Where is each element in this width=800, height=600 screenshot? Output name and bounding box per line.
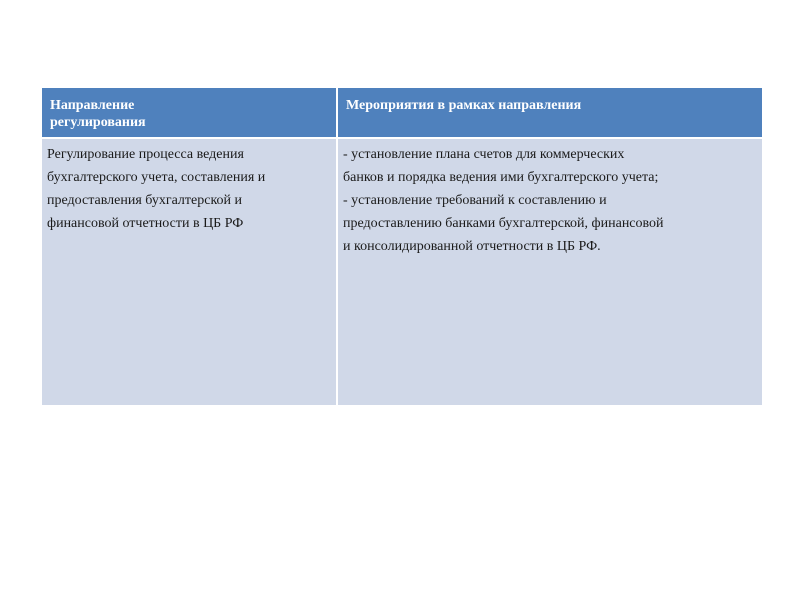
table-row bbox=[41, 138, 763, 406]
cell-measures bbox=[337, 138, 763, 406]
cell-direction-line: финансовой отчетности в ЦБ РФ bbox=[47, 216, 244, 231]
header-direction-line2: регулирования bbox=[50, 115, 146, 130]
cell-direction-line: предоставления бухгалтерской и bbox=[47, 193, 243, 208]
cell-direction-line: бухгалтерского учета, составления и bbox=[47, 170, 266, 185]
cell-measures-line: предоставлению банками бухгалтерской, финансовой bbox=[343, 216, 664, 231]
regulation-table bbox=[40, 86, 764, 407]
header-direction-line1: Направление bbox=[50, 98, 135, 113]
cell-measures-line: банков и порядка ведения ими бухгалтерского учета; bbox=[343, 170, 659, 185]
header-direction bbox=[41, 87, 337, 138]
cell-direction-line: Регулирование процесса ведения bbox=[47, 147, 244, 162]
header-measures bbox=[337, 87, 763, 138]
cell-measures-line: - установление требований к составлению и bbox=[343, 193, 607, 208]
cell-measures-line: - установление плана счетов для коммерческих bbox=[343, 147, 625, 162]
header-measures-label: Мероприятия в рамках направления bbox=[346, 98, 582, 113]
cell-direction bbox=[41, 138, 337, 406]
cell-measures-line: и консолидированной отчетности в ЦБ РФ. bbox=[343, 239, 601, 254]
table-header-row bbox=[41, 87, 763, 138]
